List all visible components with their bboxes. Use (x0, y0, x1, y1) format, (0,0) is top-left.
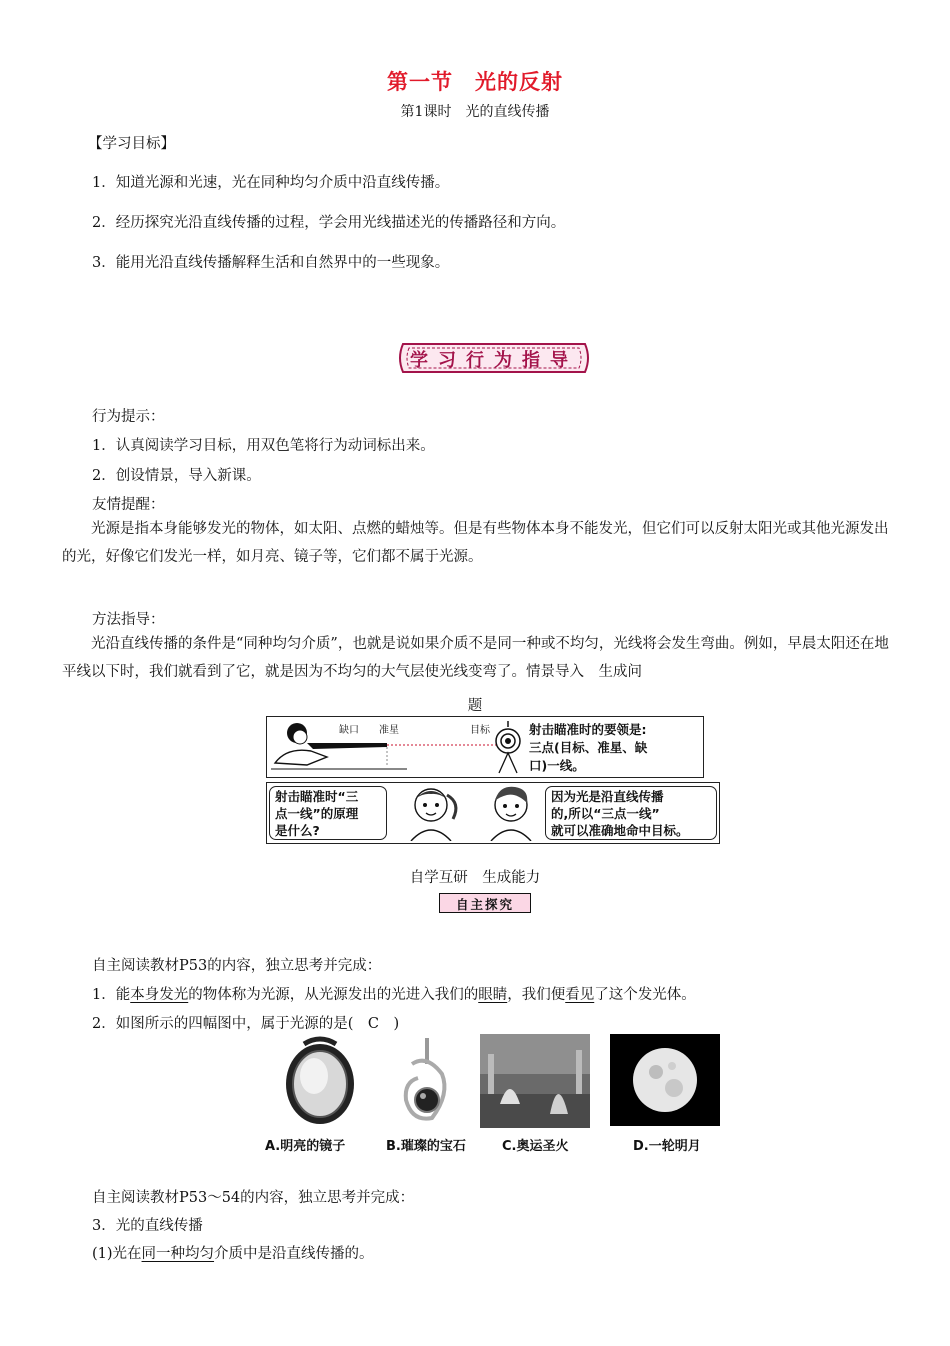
banner-title: 学习行为指导 (410, 350, 578, 371)
section-banner (395, 340, 593, 376)
q1-intro: 自主阅读教材P53的内容，独立思考并完成： (92, 958, 382, 974)
full-moon-image (610, 1034, 720, 1126)
q3-intro: 自主阅读教材P53～54的内容，独立思考并完成： (92, 1190, 415, 1206)
q3-blank-answer: 同一种均匀 (141, 1246, 215, 1262)
aiming-diagram (266, 716, 704, 778)
question-line: 点一线”的原理 (275, 806, 359, 821)
q1-text-part: 了这个发光体。 (594, 987, 696, 1003)
objective-item: 3．能用光沿直线传播解释生活和自然界中的一些现象。 (92, 255, 450, 271)
question-line: 射击瞄准时“三 (275, 789, 359, 804)
q1-blank-answer: 眼睛 (478, 987, 508, 1003)
hints-heading: 行为提示： (92, 409, 165, 425)
target-icon (493, 719, 523, 775)
answer-line: 的,所以“三点一线” (551, 806, 660, 821)
hint-item: 1．认真阅读学习目标，用双色笔将行为动词标出来。 (92, 438, 435, 454)
answer-line: 因为光是沿直线传播 (551, 789, 664, 804)
q3-text-part: (1)光在 (92, 1246, 142, 1262)
option-b-caption: B.璀璨的宝石 (386, 1139, 466, 1154)
q1-blank-answer: 本身发光 (130, 987, 189, 1003)
q1-text-part: ，我们便 (507, 987, 566, 1003)
page-title: 第一节 光的反射 (387, 69, 563, 94)
hint-item: 2．创设情景，导入新课。 (92, 468, 261, 484)
q3-item (92, 1242, 374, 1263)
option-a-caption: A.明亮的镜子 (265, 1139, 346, 1154)
tag-label: 自主探究 (455, 897, 514, 912)
answer-line: 就可以准确地命中目标。 (551, 823, 689, 838)
section-heading: 自学互研 生成能力 (409, 870, 541, 886)
q1-text (92, 983, 696, 1004)
option-c-caption: C.奥运圣火 (502, 1139, 569, 1154)
objective-item: 2．经历探究光沿直线传播的过程，学会用光线描述光的传播路径和方向。 (92, 215, 566, 231)
lesson-subtitle: 第1课时 光的直线传播 (400, 104, 550, 120)
self-study-tag (439, 893, 531, 913)
tip-line: 三点(目标、准星、缺 (529, 740, 648, 755)
method-heading: 方法指导： (92, 612, 165, 628)
q3-text-part: 介质中是沿直线传播的。 (214, 1246, 374, 1262)
q1-blank-answer: 看见 (565, 987, 595, 1003)
students-graphic (399, 785, 549, 841)
objective-item: 1．知道光源和光速，光在同种均匀介质中沿直线传播。 (92, 175, 450, 191)
mirror-image (274, 1036, 366, 1128)
olympic-flame-image (480, 1034, 590, 1128)
label-notch: 缺口 (339, 725, 359, 736)
reminder-text: 光源是指本身能够发光的物体，如太阳、点燃的蜡烛等。但是有些物体本身不能发光，但它们可以反射太阳光或其他光源发出的光，好像它们发光一样，如月亮、镜子等，它们都不属于光源。 (62, 521, 889, 565)
tip-line: 射击瞄准时的要领是: (529, 722, 647, 737)
reminder-heading: 友情提醒： (92, 497, 165, 513)
method-text-tail: 题 (467, 698, 483, 714)
q3-heading: 3．光的直线传播 (92, 1218, 203, 1234)
tip-line: 口)一线。 (529, 758, 585, 773)
label-target: 目标 (470, 725, 490, 736)
objectives-heading: 【学习目标】 (88, 136, 175, 152)
gem-pendant-image (392, 1034, 462, 1130)
option-d-caption: D.一轮明月 (633, 1139, 701, 1154)
q2-text: 2．如图所示的四幅图中，属于光源的是( C ) (92, 1016, 400, 1032)
question-line: 是什么? (275, 823, 320, 838)
q1-text-part: 1．能 (92, 987, 131, 1003)
dialogue-diagram (266, 782, 720, 844)
q1-text-part: 的物体称为光源，从光源发出的光进入我们的 (188, 987, 479, 1003)
method-text: 光沿直线传播的条件是“同种均匀介质”，也就是说如果介质不是同一种或不均匀，光线将会发生弯曲。例如，早晨太阳还在地平线以下时，我们就看到了它，就是因为不均匀的大气层使光线变弯了。情景导入 生成问 (62, 636, 889, 680)
label-front-sight: 准星 (379, 725, 399, 736)
